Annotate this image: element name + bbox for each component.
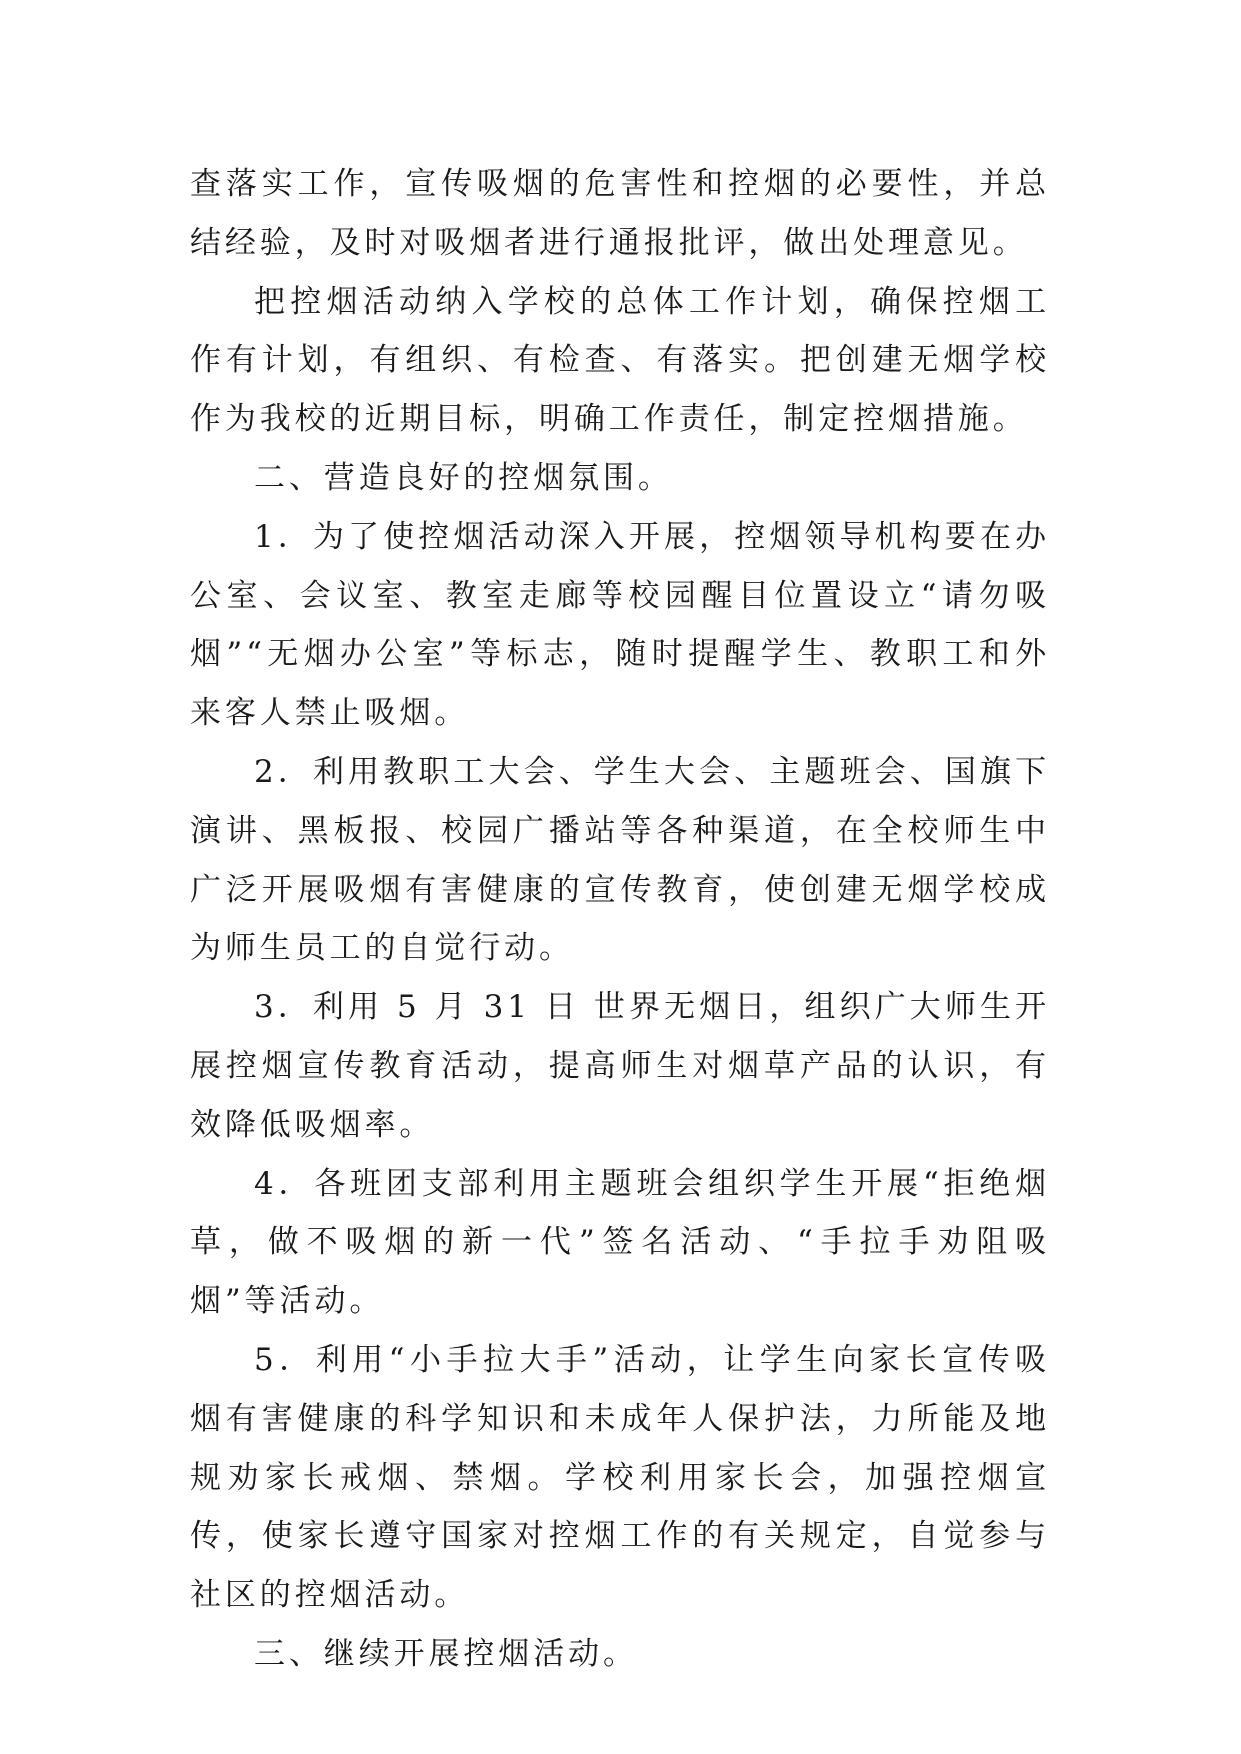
list-item-2: 2．利用教职工大会、学生大会、主题班会、国旗下演讲、黑板报、校园广播站等各种渠道，在全校师生中广泛开展吸烟有害健康的宣传教育，使创建无烟学校成为师生员工的自觉行动。 (190, 753, 1050, 967)
section-heading-atmosphere: 二、营造良好的控烟氛围。 (254, 459, 673, 496)
list-item-1: 1．为了使控烟活动深入开展，控烟领导机构要在办公室、会议室、教室走廊等校园醒目位置设立“请勿吸烟”“无烟办公室”等标志，随时提醒学生、教职工和外来客人禁止吸烟。 (190, 518, 1050, 732)
list-item-5: 5．利用“小手拉大手”活动，让学生向家长宣传吸烟有害健康的科学知识和未成年人保护法，力所能及地规劝家长戒烟、禁烟。学校利用家长会，加强控烟宣传，使家长遵守国家对控烟工作的有关规定，自觉参与社区的控烟活动。 (190, 1341, 1050, 1614)
list-item-4: 4．各班团支部利用主题班会组织学生开展“拒绝烟草，做不吸烟的新一代”签名活动、“手拉手劝阻吸烟”等活动。 (190, 1165, 1050, 1320)
document-body (190, 155, 1050, 1684)
section-heading-activities: 三、继续开展控烟活动。 (254, 1635, 638, 1672)
paragraph-plan: 把控烟活动纳入学校的总体工作计划，确保控烟工作有计划，有组织、有检查、有落实。把创建无烟学校作为我校的近期目标，明确工作责任，制定控烟措施。 (190, 283, 1050, 438)
paragraph-continuation: 查落实工作，宣传吸烟的危害性和控烟的必要性，并总结经验，及时对吸烟者进行通报批评，做出处理意见。 (190, 166, 1050, 261)
list-item-3: 3．利用 5 月 31 日 世界无烟日，组织广大师生开展控烟宣传教育活动，提高师生对烟草产品的认识，有效降低吸烟率。 (190, 989, 1050, 1143)
